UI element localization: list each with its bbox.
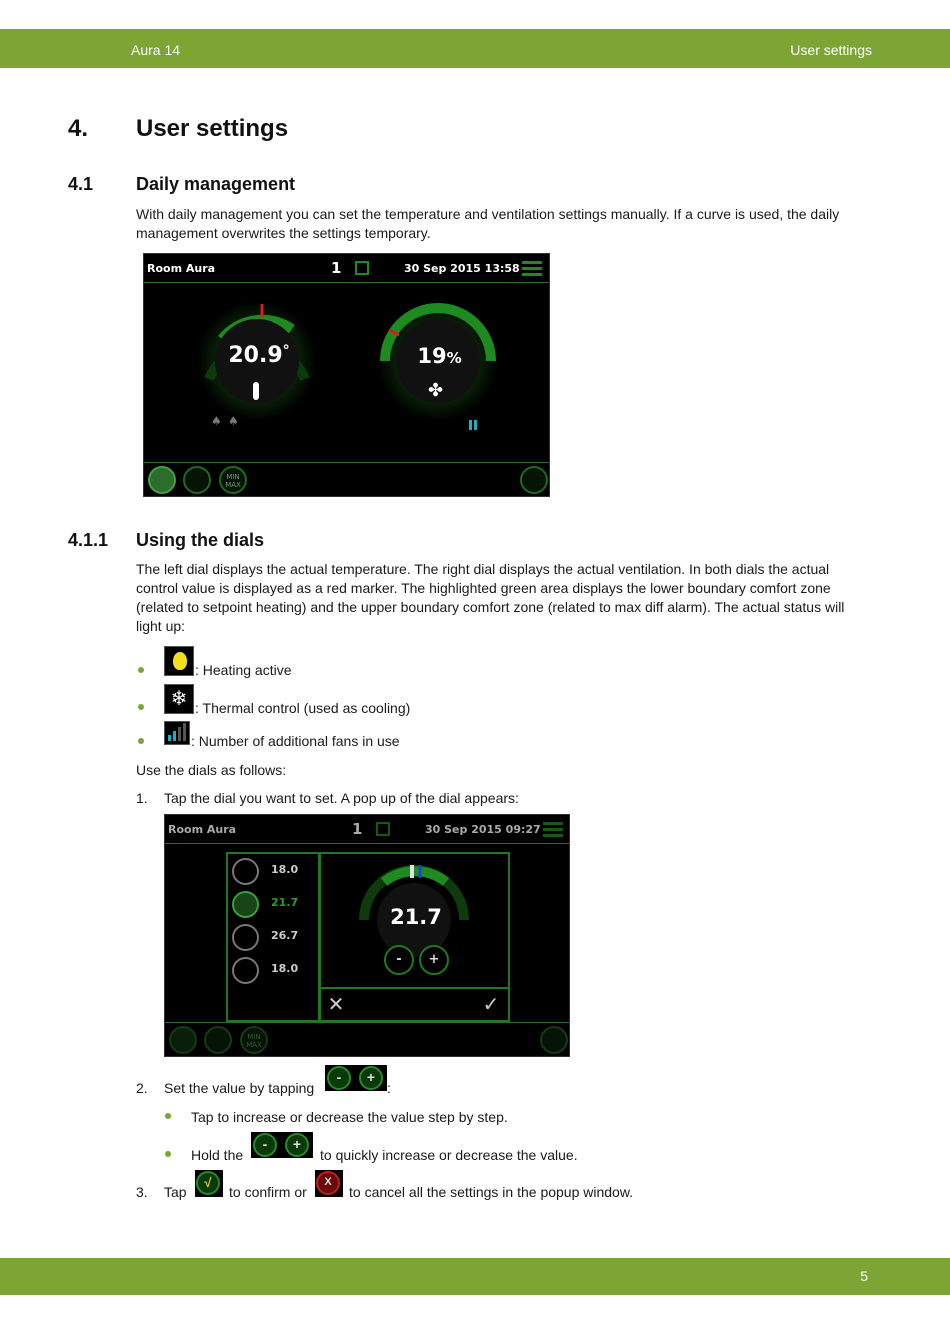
step-number: 3. <box>136 1184 148 1200</box>
setpoint-value: 18.0 <box>271 863 299 876</box>
curve-button[interactable] <box>204 1026 232 1054</box>
bullet <box>165 1151 171 1157</box>
step-text: Tap <box>164 1184 187 1200</box>
page-number: 5 <box>860 1268 868 1284</box>
list-item[interactable] <box>230 922 316 952</box>
fan-bars-icon <box>164 721 190 745</box>
date-time: 30 Sep 2015 09:27 <box>425 823 541 836</box>
document-title: Aura 14 <box>131 42 181 58</box>
ventilation-value: 19% <box>417 344 462 368</box>
bullet <box>138 667 144 673</box>
step-number: 2. <box>136 1080 148 1096</box>
subsection-number: 4.1.1 <box>68 530 109 550</box>
screen-topbar <box>144 254 549 283</box>
subsection-body: With daily management you can set the temperature and ventilation settings manually. If a curve is used, the daily management overwrites the settings temporary. <box>136 206 840 241</box>
status-cooling-label: : Thermal control (used as cooling) <box>195 700 411 716</box>
status-heating-label: : Heating active <box>195 662 292 678</box>
sub-step-text: Hold the <box>191 1147 244 1163</box>
cancel-icon[interactable]: X <box>316 1171 340 1195</box>
setpoint-value-display: 21.7 <box>390 905 442 929</box>
fan-bars-icon <box>469 420 477 430</box>
daily-management-screenshot <box>143 253 550 497</box>
room-number: 1 <box>331 259 342 277</box>
fan-icon: ✤ <box>428 380 444 401</box>
minus-button[interactable]: - <box>253 1133 277 1157</box>
flame-icon: ♠ <box>211 414 222 428</box>
step-text: Tap the dial you want to set. A pop up of the dial appears: <box>164 790 519 806</box>
dial-popup-panel <box>319 852 510 1022</box>
thermometer-icon <box>232 858 259 885</box>
status-fans-label: : Number of additional fans in use <box>191 733 400 749</box>
setpoint-list-panel <box>226 852 320 1022</box>
screen-bottombar <box>165 1022 569 1056</box>
minmax-button[interactable]: MIN MAX <box>240 1026 268 1054</box>
step-text: : <box>387 1080 391 1096</box>
plus-button[interactable]: + <box>359 1066 383 1090</box>
flame-icon: ♠ <box>228 414 239 428</box>
thermometer-fan-icon <box>232 924 259 951</box>
setpoint-value: 26.7 <box>271 929 299 942</box>
thermometer-snowflake-icon <box>232 957 259 984</box>
thermometer-icon <box>253 382 259 400</box>
minus-button[interactable]: - <box>327 1066 351 1090</box>
confirm-icon[interactable]: √ <box>196 1171 220 1195</box>
flame-icon <box>164 646 194 676</box>
subsection-number: 4.1 <box>68 174 94 194</box>
plus-button[interactable]: + <box>285 1133 309 1157</box>
subsection-body: The left dial displays the actual temperature. The right dial displays the actual ventilation. In both dials the actual control value is displayed as a red marker. The highlighted green area displays the lower boundary comfort zone (related to setpoint heating) and the upper boundary comfort zone (related to max diff alarm). The actual status will light up: <box>136 561 845 634</box>
instructions-intro: Use the dials as follows: <box>136 762 287 778</box>
screen-topbar <box>165 815 569 844</box>
cancel-button[interactable]: ✕ <box>327 992 345 1016</box>
sub-step-text: Tap to increase or decrease the value step by step. <box>191 1109 508 1125</box>
decrease-button[interactable]: - <box>384 945 414 975</box>
setpoint-value: 21.7 <box>271 896 299 909</box>
confirm-button-sample <box>195 1170 223 1197</box>
list-item[interactable] <box>230 889 316 919</box>
room-name: Room Aura <box>168 823 237 836</box>
room-number: 1 <box>352 820 363 838</box>
snowflake-icon: ❄ <box>164 684 194 714</box>
date-time: 30 Sep 2015 13:58 <box>404 262 520 275</box>
step-text: Set the value by tapping <box>164 1080 315 1096</box>
menu-icon <box>543 822 563 837</box>
section-title: User settings <box>136 115 289 142</box>
list-item[interactable] <box>230 955 316 985</box>
subsection-title: Using the dials <box>136 530 265 550</box>
step-text: to confirm or <box>229 1184 307 1200</box>
bullet <box>138 738 144 744</box>
page-footer <box>0 1258 950 1295</box>
minus-plus-buttons <box>251 1132 313 1158</box>
thermometer-fan-icon <box>232 891 259 918</box>
calendar-icon <box>355 261 369 275</box>
alarm-button[interactable] <box>540 1026 568 1054</box>
bullet <box>165 1113 171 1119</box>
calendar-icon <box>376 822 390 836</box>
cancel-button-sample <box>315 1170 343 1197</box>
confirm-button[interactable]: ✓ <box>482 992 500 1016</box>
sub-step-text: to quickly increase or decrease the value. <box>320 1147 578 1163</box>
dial-popup-screenshot <box>164 814 570 1057</box>
section-number: 4. <box>68 115 89 142</box>
menu-icon <box>522 261 542 276</box>
step-number: 1. <box>136 790 148 806</box>
minmax-button[interactable]: MIN MAX <box>219 466 247 494</box>
home-button[interactable] <box>169 1026 197 1054</box>
minus-plus-buttons <box>325 1065 387 1091</box>
increase-button[interactable]: + <box>419 945 449 975</box>
bullet <box>138 704 144 710</box>
curve-button[interactable] <box>183 466 211 494</box>
alarm-button[interactable] <box>520 466 548 494</box>
home-button[interactable] <box>148 466 176 494</box>
temperature-value: 20.9° <box>228 343 290 368</box>
setpoint-value: 18.0 <box>271 962 299 975</box>
screen-bottombar <box>144 462 549 496</box>
subsection-title: Daily management <box>136 174 296 194</box>
step-text: to cancel all the settings in the popup window. <box>349 1184 634 1200</box>
list-item[interactable] <box>230 856 316 886</box>
room-name: Room Aura <box>147 262 216 275</box>
page-header <box>0 29 950 68</box>
chapter-title: User settings <box>790 42 872 58</box>
